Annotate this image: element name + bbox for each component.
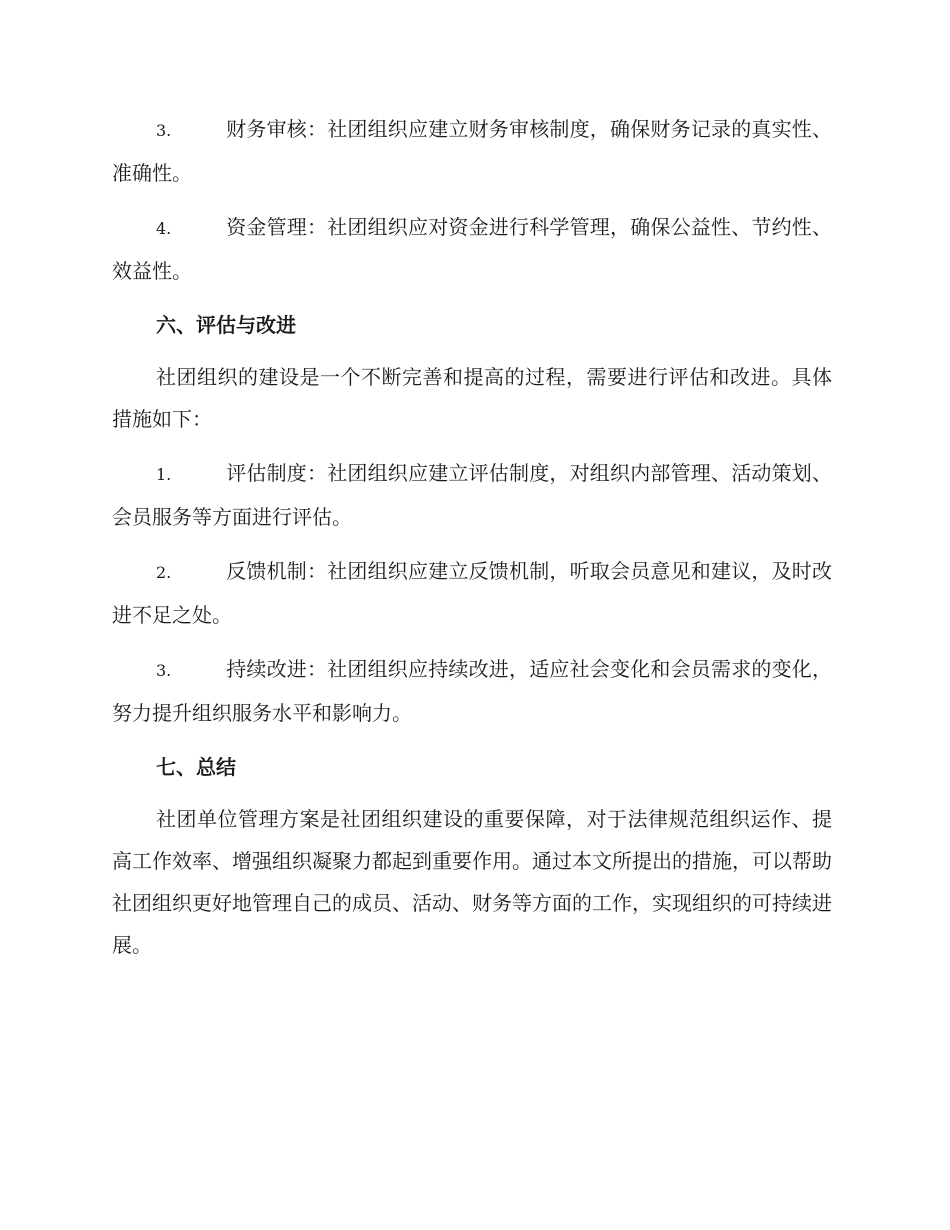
document-content [112,108,832,978]
list-number: 2. [156,563,172,582]
list-text: 反馈机制：社团组织应建立反馈机制，听取会员意见和建议，及时改进不足之处。 [112,559,832,627]
list-number: 3. [156,661,172,680]
list-item-fund-management [112,206,832,292]
list-item-finance-audit [112,108,832,194]
list-text: 财务审核：社团组织应建立财务审核制度，确保财务记录的真实性、准确性。 [112,117,832,185]
list-item-feedback-mechanism [112,550,832,636]
paragraph-evaluation-intro: 社团组织的建设是一个不断完善和提高的过程，需要进行评估和改进。具体措施如下： [112,365,832,431]
list-item-evaluation-system [112,452,832,538]
list-item-continuous-improvement [112,648,832,734]
list-number: 3. [156,121,172,140]
section-heading-summary: 七、总结 [156,755,236,779]
section-heading-evaluation: 六、评估与改进 [156,313,296,337]
list-number: 1. [156,465,172,484]
list-text: 评估制度：社团组织应建立评估制度，对组织内部管理、活动策划、会员服务等方面进行评估。 [112,461,832,529]
list-number: 4. [156,219,172,238]
list-text: 持续改进：社团组织应持续改进，适应社会变化和会员需求的变化，努力提升组织服务水平和影响力。 [112,657,832,725]
list-text: 资金管理：社团组织应对资金进行科学管理，确保公益性、节约性、效益性。 [112,215,832,283]
paragraph-summary: 社团单位管理方案是社团组织建设的重要保障，对于法律规范组织运作、提高工作效率、增强组织凝聚力都起到重要作用。通过本文所提出的措施，可以帮助社团组织更好地管理自己的成员、活动、财务等方面的工作，实现组织的可持续进展。 [112,807,832,957]
